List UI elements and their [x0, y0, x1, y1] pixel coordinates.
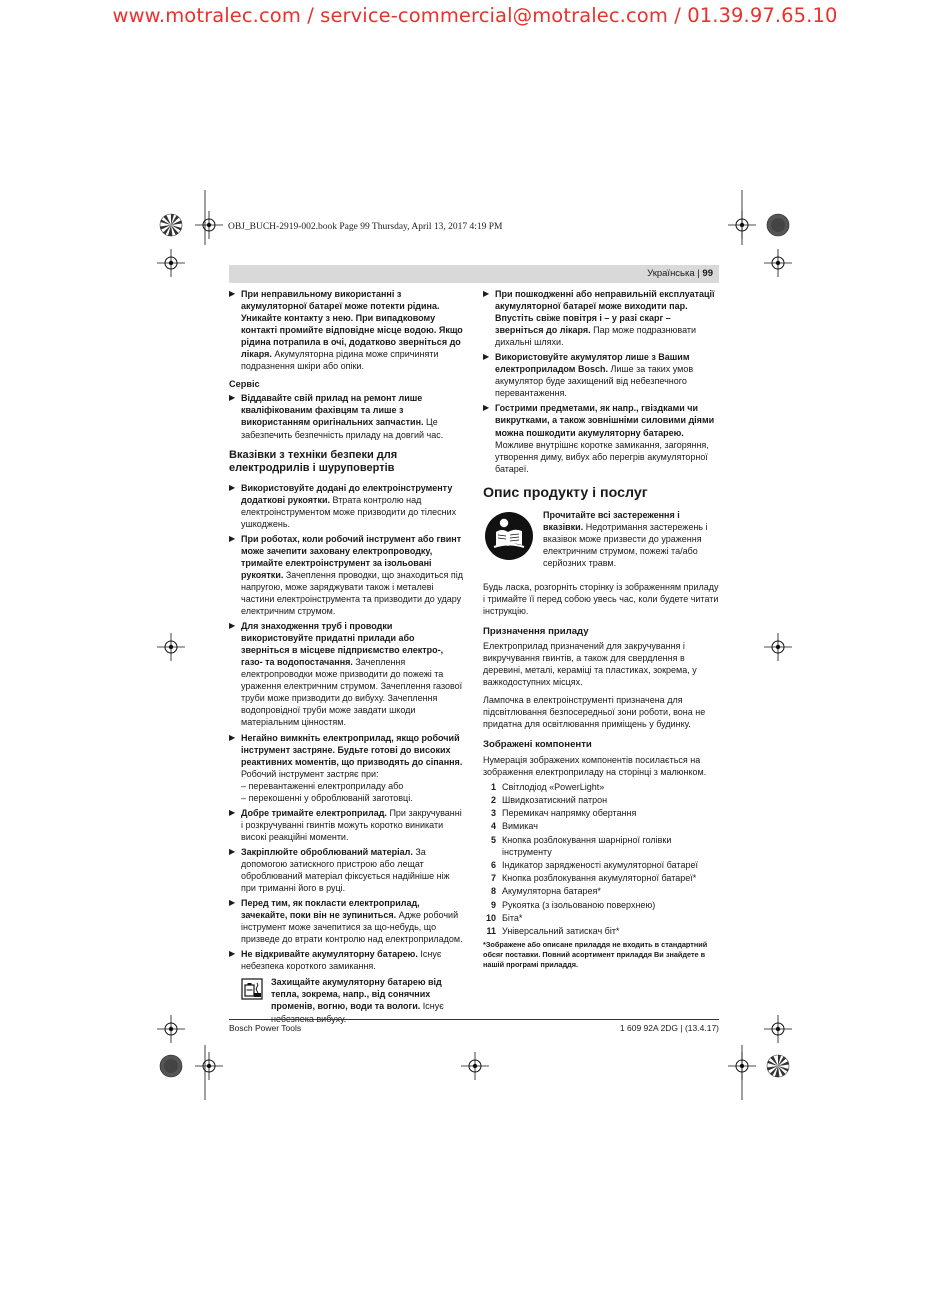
sub-point: – перевантаженні електроприладу або: [241, 780, 404, 791]
lamp-paragraph: Лампочка в електроінструменті призначена для підсвітлювання безпосередньої зони роботи, вона не придатна для освітлювання приміщень у будинку.: [483, 695, 706, 730]
safety-item: ▶ Негайно вимкніть електроприлад, якщо робочий інструмент застряне. Будьте готові до високих реактивних моментів, що призводять до сіпання. Робочий інструмент застряє при: – перевантаженні електроприладу або – перекошенні у оброблюваній заготовці.: [229, 732, 465, 804]
components-heading: Зображені компоненти: [483, 739, 592, 751]
drill-safety-heading: Вказівки з техніки безпеки для електродрилів і шуруповертів: [229, 448, 398, 475]
safety-item: ▶ При роботах, коли робочий інструмент або гвинт може зачепити заховану електропроводку, тримайте електроінструмент за ізольовані рукоятки. Зачеплення проводки, що знаходиться під напругою, може заряджувати також і металеві частини електроінструмента та призводити до удару електричним струмом.: [229, 533, 464, 617]
safety-item: ▶ Для знаходження труб і проводки використовуйте придатні прилади або зверніться в місцеве підприємство електро-, газо- та водопостачання. Зачеплення електропроводки може призводити до пожежі та ураження електричним струмом. Зачеплення газової труби може призводити до вибуху. Зачеплення водопровідної труби може завдати шкоди матеріальним цінностям.: [229, 621, 463, 728]
read-instructions-warning: Прочитайте всі застереження і вказівки. Недотримання застережень і вказівок може призвести до ураження електричним струмом, пожежі та/або серйозних травм.: [483, 509, 719, 569]
contact-banner: www.motralec.com / service-commercial@motralec.com / 01.39.97.65.10: [112, 4, 838, 27]
safety-item: ▶ Гострими предметами, як напр., гвіздками чи викрутками, а також зовнішніми силовими діями можна пошкодити акумуляторну батарею. Можливе внутрішнє коротке замикання, загоряння, утворення диму, вибух або перегрів акумуляторної батареї.: [483, 403, 715, 474]
arrow-right-icon: ▶: [483, 289, 490, 298]
intro-paragraph: Будь ласка, розгорніть сторінку із зображенням приладу і тримайте її перед собою увесь час, коли будете читати інструкцію.: [483, 581, 719, 617]
arrow-right-icon: ▶: [229, 289, 236, 298]
arrow-right-icon: ▶: [483, 403, 490, 413]
safety-item: ▶ Перед тим, як покласти електроприлад, зачекайте, поки він не зупиниться. Адже робочий інструмент може зачепитися за що-небудь, що призведе до втрати контролю над електроприладом.: [229, 898, 463, 945]
components-intro: Нумерація зображених компонентів посилається на зображення електроприладу на сторінці з малюнком.: [483, 754, 707, 777]
list-item: 2 Швидкозатискний патрон: [490, 794, 608, 805]
arrow-right-icon: ▶: [229, 393, 236, 403]
arrow-right-icon: ▶: [483, 352, 490, 362]
list-item: 7 Кнопка розблокування акумуляторної батареї*: [490, 873, 697, 884]
footer-brand: Bosch Power Tools: [229, 1023, 302, 1033]
battery-heat-warning: Захищайте акумуляторну батарею від тепла, зокрема, напр., від сонячних променів, вогню, води та вологи. Існує: [229, 976, 465, 1024]
arrow-right-icon: ▶: [229, 898, 236, 908]
product-description-heading: Опис продукту і послуг: [483, 484, 648, 501]
arrow-right-icon: ▶: [229, 949, 236, 959]
arrow-right-icon: ▶: [229, 732, 236, 742]
safety-item: ▶ Не відкривайте акумуляторну батарею. Існує небезпека короткого замикання.: [229, 949, 442, 972]
book-info-line: OBJ_BUCH-2919-002.book Page 99 Thursday, April 13, 2017 4:19 PM: [228, 222, 503, 232]
page-header-bar: [229, 265, 719, 283]
sub-point: – перекошенні у оброблюваній заготовці.: [241, 792, 413, 803]
list-item: 1 Світлодіод «PowerLight»: [490, 781, 605, 792]
left-column: [229, 288, 465, 1025]
list-item: 9 Рукоятка (з ізольованою поверхнею): [490, 899, 656, 910]
list-item: 3 Перемикач напрямку обертання: [490, 808, 637, 819]
list-item: 5 Кнопка розблокування шарнірної голівки інструменту: [490, 834, 672, 857]
safety-item: ▶ Віддавайте свій прилад на ремонт лише кваліфікованим фахівцям та лише з використанням оригінальних запчастин. Це забезпечить безпечність приладу на довгий час.: [229, 393, 444, 440]
list-item: 6 Індикатор зарядженості акумуляторної батареї: [490, 859, 698, 870]
header-page-number: 99: [702, 268, 713, 279]
safety-item: ▶ Добре тримайте електроприлад. При закручуванні і розкручуванні гвинтів можуть коротко виникати високі реакційні моменти.: [229, 807, 462, 842]
battery-heat-warning-icon: [241, 978, 263, 1000]
safety-item: ▶ Закріплюйте оброблюваний матеріал. За допомогою затискного пристрою або лещат оброблюваний матеріал фіксується надійніше ніж при триманні його в руці.: [229, 846, 450, 894]
list-item: 4 Вимикач: [490, 821, 538, 832]
safety-item: ▶ Використовуйте додані до електроінструменту додаткові рукоятки. Втрата контролю над електроінструментом може призводити до тілесних ушкоджень.: [229, 482, 457, 529]
safety-item: ▶ При пошкодженні або неправильній експлуатації акумуляторної батареї може виходити пар. Впустіть свіже повітря і – у разі скарг – зверніться до лікаря. Пар може подразнювати дихальні шляхи.: [483, 289, 715, 348]
arrow-right-icon: ▶: [229, 846, 236, 856]
safety-item: ▶ При неправильному використанні з акумуляторної батареї може потекти рідина. Уникайте контакту з нею. При випадковому контакті промийте відповідне місце водою. Якщо рідина потрапила в очі, додатково зверніться до лікаря. Акумуляторна рідина може спричиняти подразнення шкіри або опіки.: [229, 289, 463, 372]
accessory-footnote: *Зображене або описане приладдя не входить в стандартний обсяг поставки. Повний асортимент приладдя Ви знайдете в нашій програмі приладдя.: [483, 940, 708, 970]
read-manual-icon: [484, 511, 534, 561]
arrow-right-icon: ▶: [229, 621, 236, 631]
header-language: Українська: [647, 268, 695, 279]
safety-item: ▶ Використовуйте акумулятор лише з Вашим електроприладом Bosch. Лише за таких умов акумулятор буде захищений від небезпечного перевантаження.: [483, 352, 694, 399]
right-column: [483, 288, 719, 970]
footer-doc-number: 1 609 92A 2DG | (13.4.17): [619, 1023, 719, 1033]
service-heading: Сервіс: [229, 379, 260, 390]
arrow-right-icon: ▶: [229, 807, 236, 817]
arrow-right-icon: ▶: [229, 482, 236, 492]
arrow-right-icon: ▶: [229, 533, 236, 543]
footer-rule: [229, 1019, 719, 1020]
list-item: 10 Біта*: [485, 912, 523, 923]
page-header-label: Українська | 99: [647, 268, 713, 279]
list-item: 8 Акумуляторна батарея*: [490, 886, 601, 897]
purpose-paragraph: Електроприлад призначений для закручування і викручування гвинтів, а також для свердлення в деревині, металі, кераміці та пластиках, зокрема, у важкодоступних місцях.: [483, 641, 697, 688]
purpose-heading: Призначення приладу: [483, 626, 589, 638]
list-item: 11 Універсальний затискач біт*: [486, 925, 620, 936]
components-list: [483, 781, 719, 937]
